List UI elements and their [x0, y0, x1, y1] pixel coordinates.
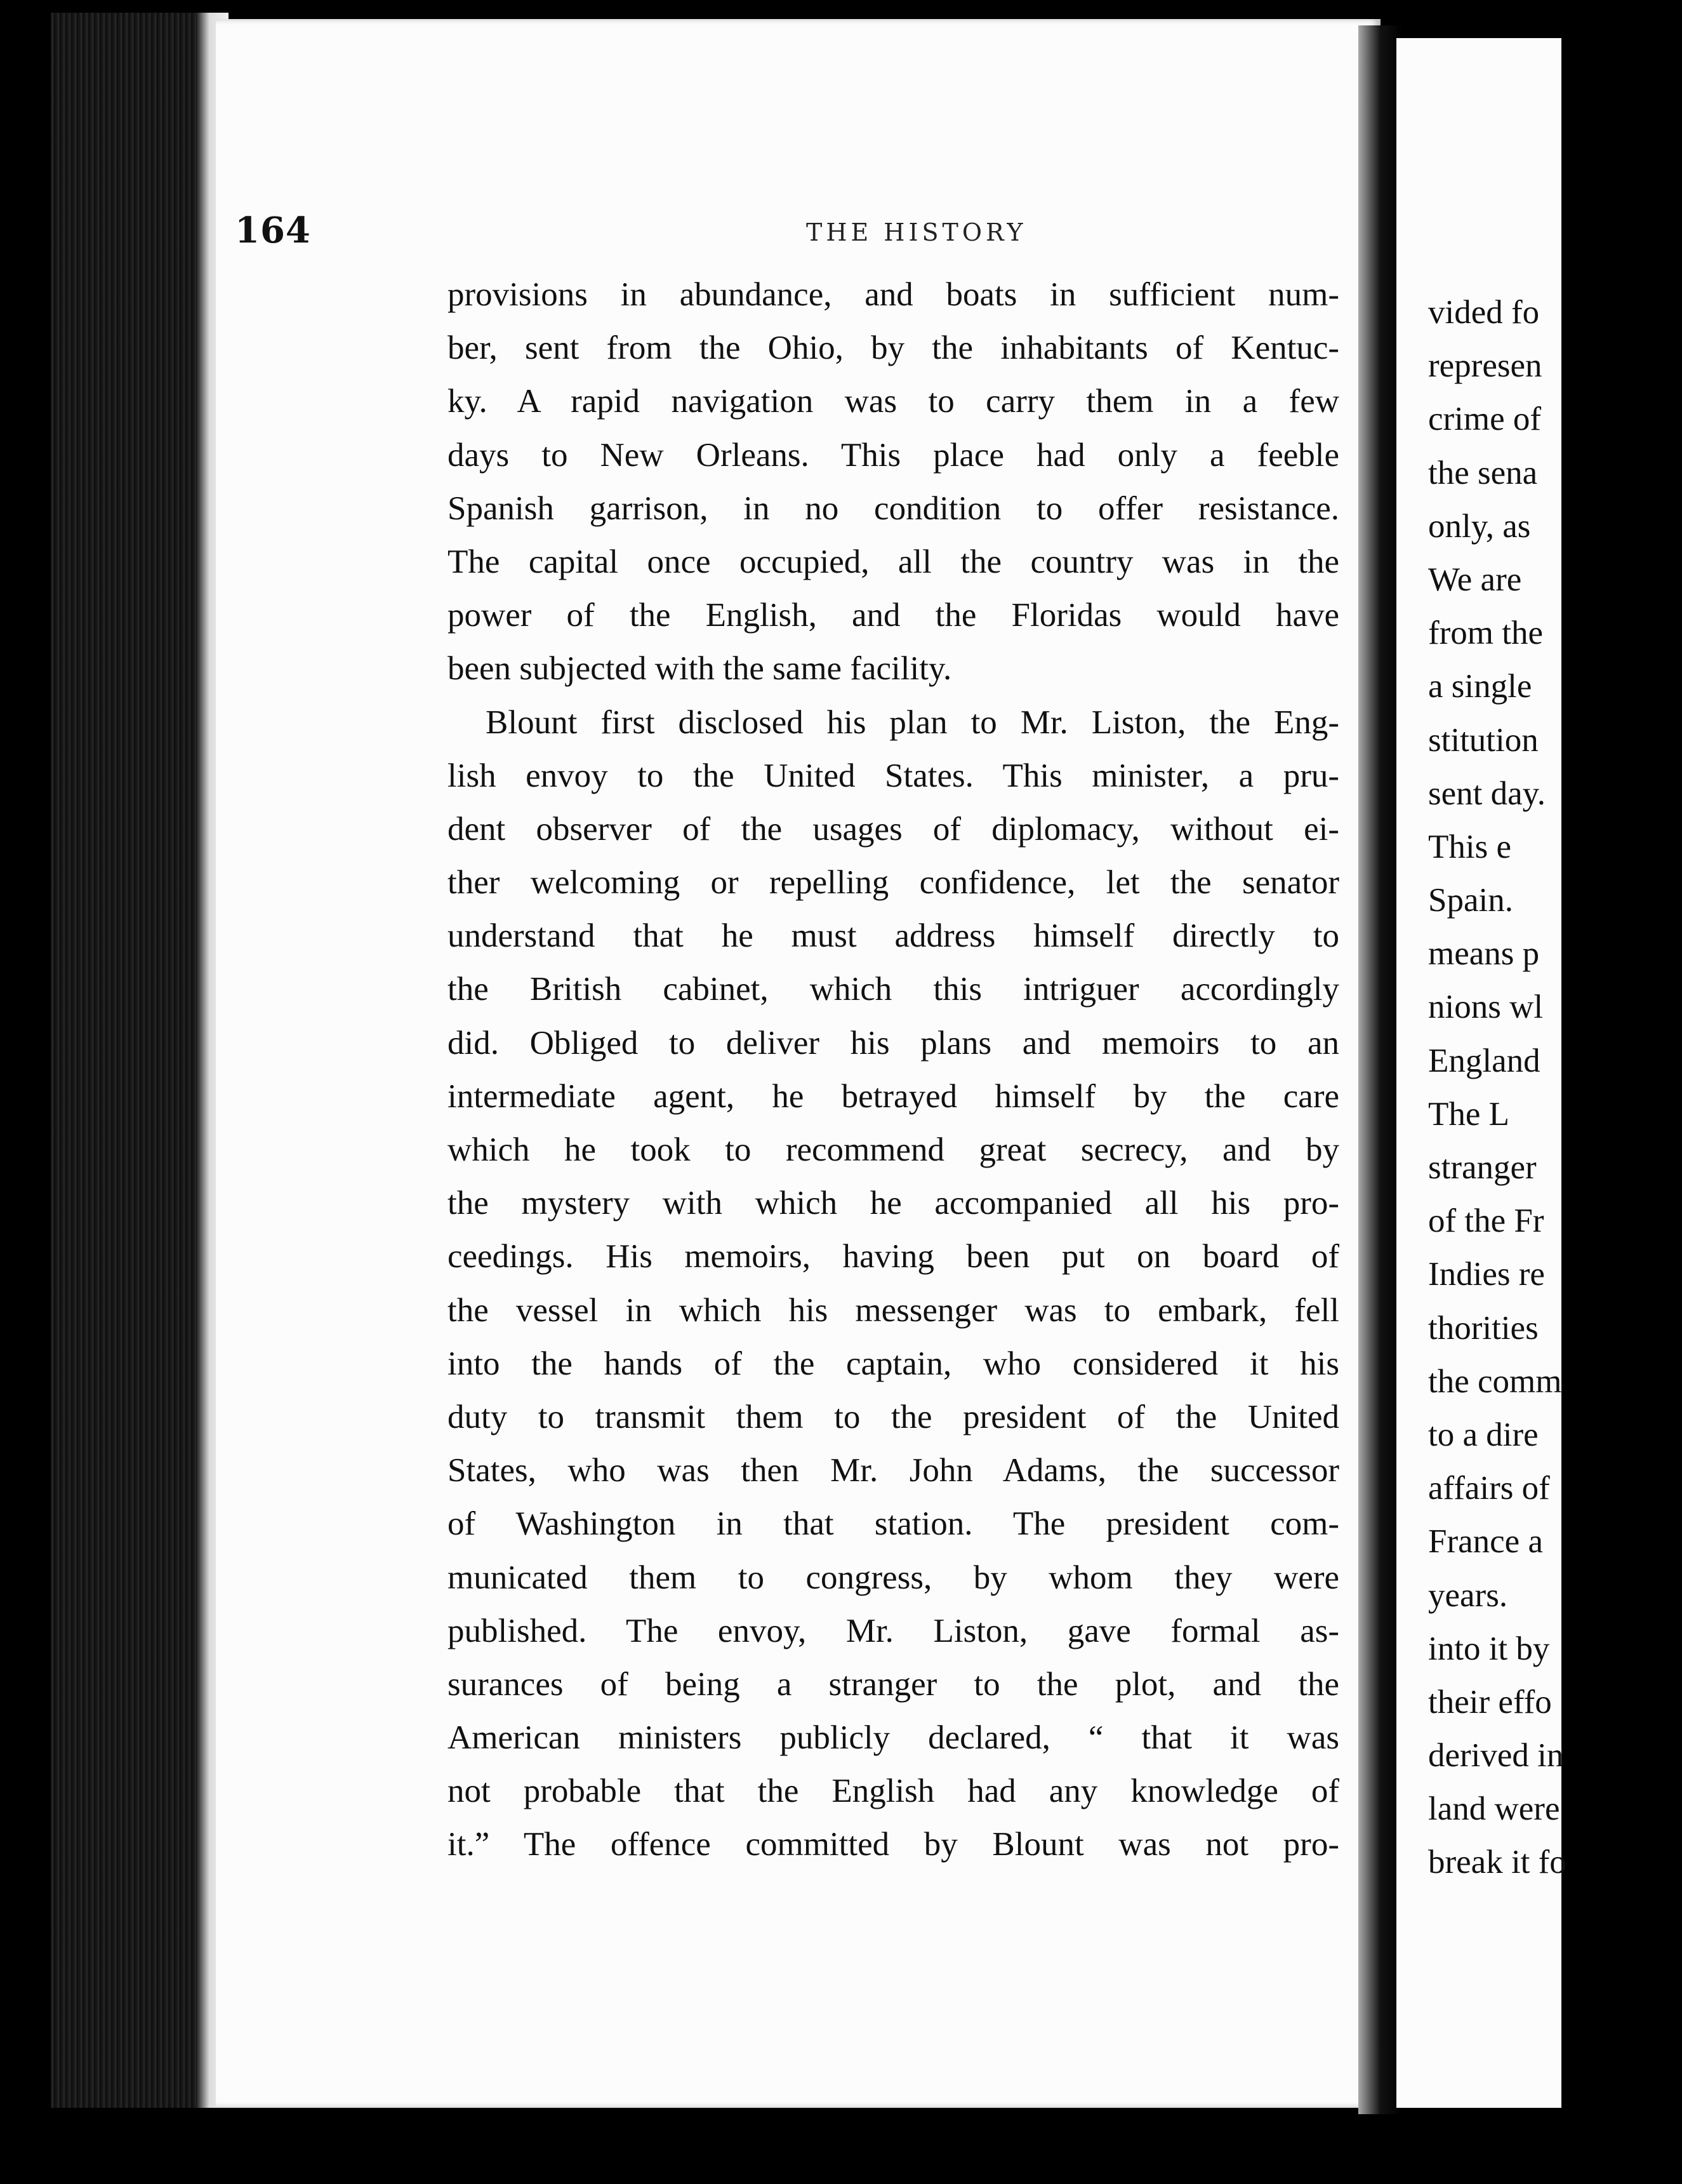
right-text-line: represen — [1428, 347, 1542, 385]
right-text-line: means p — [1428, 935, 1540, 973]
text-line: ceedings. His memoirs, having been put on board of — [447, 1238, 1339, 1275]
right-page-cropped — [1396, 38, 1566, 2108]
right-text-line: from the — [1428, 615, 1544, 652]
text-line: it.” The offence committed by Blount was not pro- — [447, 1826, 1339, 1863]
right-page-text — [1428, 286, 1682, 1889]
right-text-line: crime of — [1428, 401, 1542, 438]
text-line: days to New Orleans. This place had only a feeble — [447, 436, 1339, 474]
text-line: ther welcoming or repelling confidence, let the senator — [447, 864, 1339, 902]
right-text-line: into it by — [1428, 1630, 1550, 1667]
text-line: States, who was then Mr. John Adams, the successor — [447, 1452, 1339, 1489]
running-head — [235, 210, 1339, 251]
text-line: the vessel in which his messenger was to embark, fell — [447, 1291, 1339, 1329]
right-text-line: nions wl — [1428, 989, 1544, 1026]
text-line: duty to transmit them to the president of the United — [447, 1398, 1339, 1435]
right-text-line: The L — [1428, 1095, 1510, 1133]
text-line: municated them to congress, by whom they were — [447, 1559, 1339, 1596]
text-line: published. The envoy, Mr. Liston, gave formal as- — [447, 1612, 1339, 1649]
text-line: The capital once occupied, all the country was in the — [447, 543, 1339, 580]
right-text-line: stitution — [1428, 721, 1539, 759]
right-text-line: derived in — [1428, 1737, 1564, 1774]
right-text-line: thorities — [1428, 1309, 1539, 1347]
text-line: not probable that the English had any knowledge of — [447, 1773, 1339, 1810]
text-line: of Washington in that station. The president com- — [447, 1505, 1339, 1543]
right-text-line: to a dire — [1428, 1416, 1539, 1453]
right-text-line: We are — [1428, 561, 1522, 598]
text-line: did. Obliged to deliver his plans and memoirs to an — [447, 1024, 1339, 1062]
text-line: intermediate agent, he betrayed himself by the care — [447, 1077, 1339, 1115]
text-line: Blount first disclosed his plan to Mr. Liston, the Eng- — [486, 703, 1339, 741]
body-text — [447, 268, 1339, 1872]
right-text-line: the comm — [1428, 1362, 1562, 1400]
text-line: understand that he must address himself directly to — [447, 917, 1339, 955]
right-text-line: vided fo — [1428, 294, 1540, 331]
right-text-line: break it fo — [1428, 1844, 1566, 1881]
text-line: which he took to recommend great secrecy, and by — [447, 1131, 1339, 1168]
text-line: ky. A rapid navigation was to carry them in a few — [447, 383, 1339, 420]
right-text-line: This e — [1428, 828, 1511, 865]
text-line: lish envoy to the United States. This minister, a pru- — [447, 757, 1339, 794]
right-text-line: years. — [1428, 1576, 1508, 1614]
page-number: 164 — [235, 210, 311, 251]
text-line: been subjected with the same facility. — [447, 650, 952, 688]
book-page-edges — [51, 13, 228, 2108]
text-line: dent observer of the usages of diplomacy, without ei- — [447, 810, 1339, 848]
right-text-line: their effo — [1428, 1683, 1552, 1721]
text-line: into the hands of the captain, who considered it his — [447, 1345, 1339, 1382]
right-text-line: sent day. — [1428, 775, 1546, 812]
text-line: power of the English, and the Floridas would have — [447, 597, 1339, 634]
right-text-line: affairs of — [1428, 1470, 1550, 1507]
header-title: THE HISTORY — [806, 218, 1027, 246]
text-line: provisions in abundance, and boats in sufficient num- — [447, 276, 1339, 313]
text-line: the British cabinet, which this intriguer accordingly — [447, 971, 1339, 1008]
right-text-line: Spain. — [1428, 882, 1513, 919]
text-line: surances of being a stranger to the plot, and the — [447, 1665, 1339, 1703]
right-text-line: England — [1428, 1042, 1540, 1079]
right-text-line: Indies re — [1428, 1256, 1545, 1293]
text-line: the mystery with which he accompanied all his pro- — [447, 1185, 1339, 1222]
right-text-line: only, as — [1428, 507, 1531, 545]
text-line: American ministers publicly declared, “ that it was — [447, 1719, 1339, 1757]
right-text-line: France a — [1428, 1523, 1543, 1561]
right-text-line: stranger — [1428, 1149, 1537, 1186]
right-text-line: a single — [1428, 668, 1532, 705]
right-text-line: of the Fr — [1428, 1202, 1544, 1240]
right-text-line: the sena — [1428, 454, 1538, 491]
text-line: Spanish garrison, in no condition to offer resistance. — [447, 489, 1339, 527]
right-text-line: land were — [1428, 1790, 1560, 1828]
text-line: ber, sent from the Ohio, by the inhabitants of Kentuc- — [447, 330, 1339, 367]
